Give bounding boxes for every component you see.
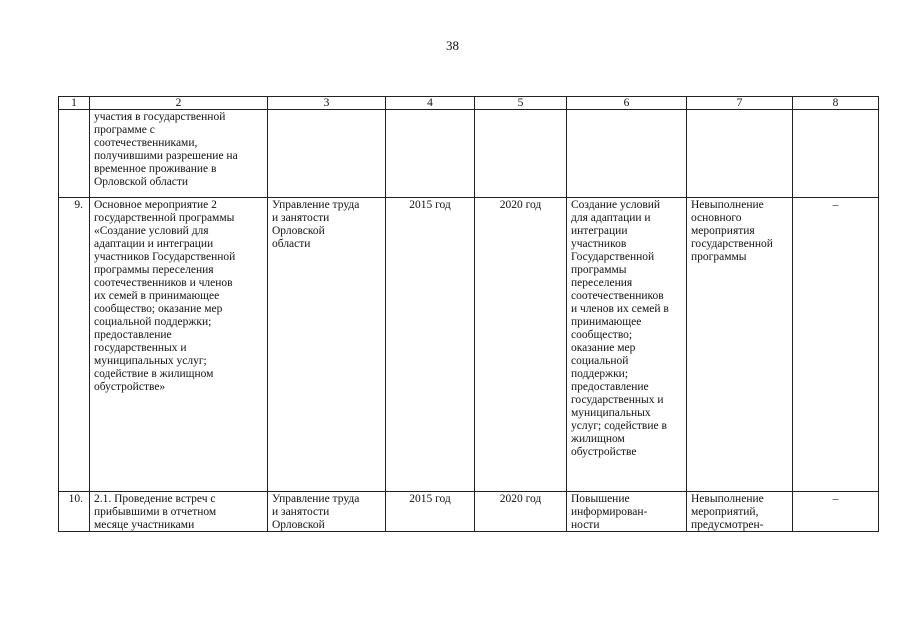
measure-text: 2.1. Проведение встреч с прибывшими в отчетном месяце участниками [94,493,217,531]
column-header-7: 7 [687,97,793,110]
start-cell: 2015 год [386,492,475,532]
result-cell [567,492,687,532]
row-number: 10. [59,492,90,532]
result-cell: Создание условий для адаптации и интеграции участников Государственной программы переселения соотечественников и членов их семей в принимающее сообщество; оказание мер социальной поддержки; предоставление государственных и муниципальных услуг; содействие в жилищном обустройстве [567,198,687,492]
row-number: 9. [59,198,90,492]
measure-cell: Основное мероприятие 2 государственной программы «Создание условий для адаптации и интеграции участников Государственной программы переселения соотечественников и членов их семей в принимающее сообщество; оказание мер социальной поддержки; предоставление государственных и муниципальных услуг; содействие в жилищном обустройстве» [90,198,268,492]
table-row [59,492,879,532]
result-text: Повышение информирован- ности [571,493,648,531]
column-header-2: 2 [90,97,268,110]
column-header-8: 8 [793,97,879,110]
start-cell: 2015 год [386,198,475,492]
measures-table [58,96,879,532]
column-header-3: 3 [268,97,386,110]
page-number: 38 [446,38,459,53]
column-header-4: 4 [386,97,475,110]
header-row [59,97,879,110]
result-cell [567,110,687,198]
link-cell: – [793,198,879,492]
end-cell: 2020 год [475,198,567,492]
link-cell [793,110,879,198]
consequence-cell: Невыполнение основного мероприятия государственной программы [687,198,793,492]
start-cell [386,110,475,198]
executor-cell [268,492,386,532]
column-header-6: 6 [567,97,687,110]
column-header-5: 5 [475,97,567,110]
link-cell: – [793,492,879,532]
table-row [59,198,879,492]
row-number [59,110,90,198]
column-header-1: 1 [59,97,90,110]
consequence-cell [687,110,793,198]
table-row [59,110,879,198]
consequence-cell [687,492,793,532]
executor-text: Управление труда и занятости Орловской [272,493,360,531]
measure-cell [90,492,268,532]
executor-cell: Управление труда и занятости Орловской области [268,198,386,492]
end-cell: 2020 год [475,492,567,532]
executor-cell [268,110,386,198]
consequence-text: Невыполнение мероприятий, предусмотрен- [691,493,764,531]
end-cell [475,110,567,198]
measure-cell: участия в государственной программе с соотечественниками, получившими разрешение на временное проживание в Орловской области [90,110,268,198]
